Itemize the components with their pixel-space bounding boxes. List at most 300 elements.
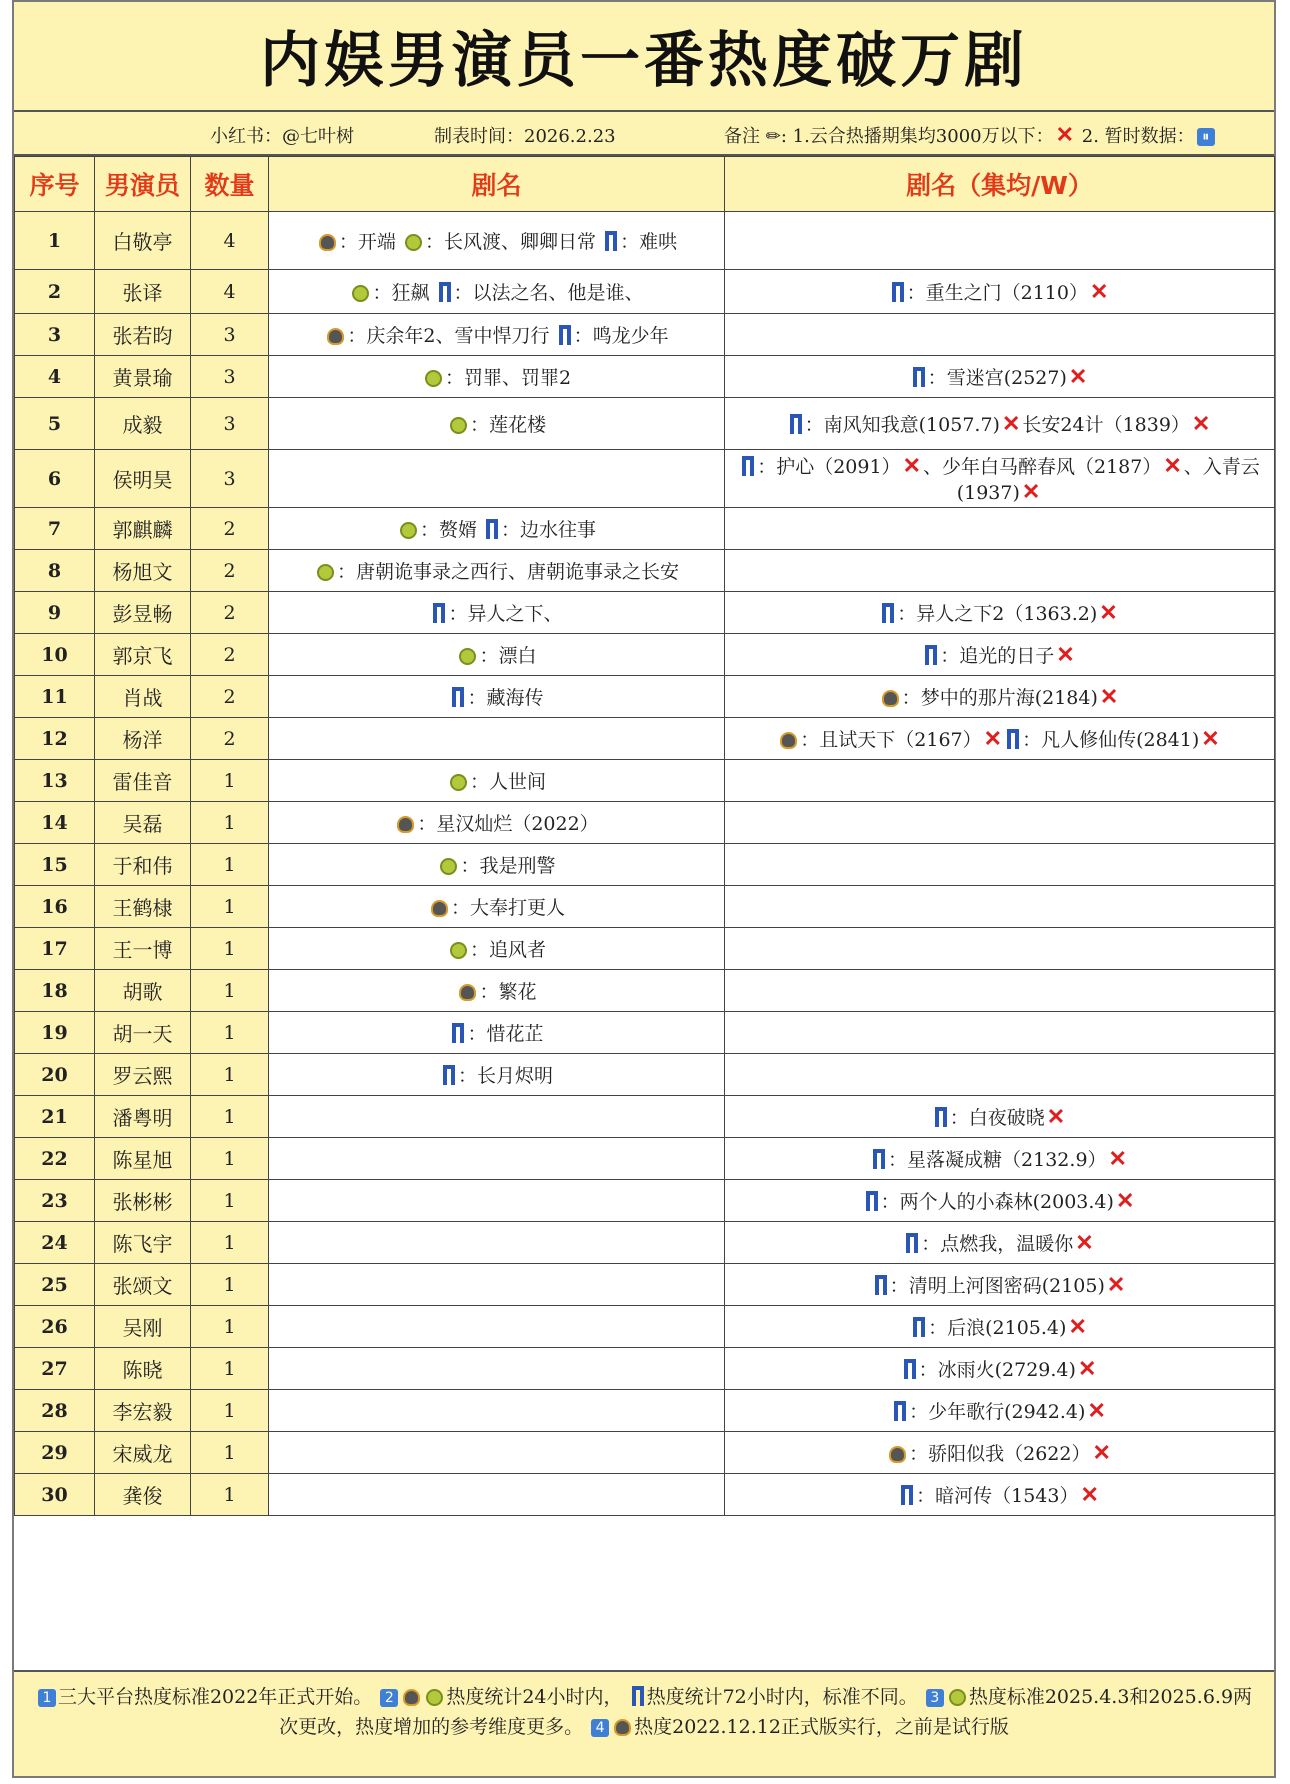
- drama-cell: ：赘婿 ：边水往事: [269, 508, 725, 550]
- youku-icon: [892, 282, 904, 302]
- row-num: 18: [15, 970, 95, 1012]
- drama-count: 1: [191, 1474, 269, 1516]
- table-row: [15, 844, 1275, 886]
- drama-cell: [269, 1348, 725, 1390]
- drama-title: 少年歌行(2942.4): [928, 1401, 1086, 1423]
- avg-cell: ：追光的日子✕: [725, 634, 1275, 676]
- drama-cell: [269, 1222, 725, 1264]
- cross-icon: ✕: [902, 453, 921, 479]
- actor-name: 陈星旭: [95, 1138, 191, 1180]
- drama-count: 2: [191, 634, 269, 676]
- avg-cell: [725, 802, 1275, 844]
- drama-cell: [269, 1096, 725, 1138]
- header-count: 数量: [191, 157, 269, 212]
- drama-cell: [269, 450, 725, 508]
- row-num: 4: [15, 356, 95, 398]
- youku-icon: [873, 1149, 885, 1169]
- cross-icon: ✕: [1115, 1188, 1135, 1214]
- drama-cell: ：藏海传: [269, 676, 725, 718]
- iqiyi-icon: [405, 234, 422, 251]
- actor-name: 郭京飞: [95, 634, 191, 676]
- drama-title: 且试天下（2167）: [819, 729, 982, 751]
- footer-line5: 热度2022.12.12正式版实行，之前是试行版: [634, 1716, 1009, 1738]
- tencent-icon: [397, 816, 414, 833]
- youku-icon: [559, 325, 571, 345]
- pencil-icon: ✏: [765, 126, 781, 147]
- row-num: 24: [15, 1222, 95, 1264]
- row-num: 26: [15, 1306, 95, 1348]
- row-num: 8: [15, 550, 95, 592]
- iqiyi-icon: [440, 858, 457, 875]
- row-num: 21: [15, 1096, 95, 1138]
- table-row: [15, 508, 1275, 550]
- drama-title: 清明上河图密码(2105): [908, 1275, 1105, 1297]
- drama-title: 雪迷宫(2527): [946, 367, 1067, 389]
- drama-cell: [269, 1390, 725, 1432]
- drama-title: 异人之下2（1363.2): [916, 603, 1098, 625]
- note-label: 备注 ✏: 1.云合热播期集均3000万以下：✕ 2. 暂时数据： ⏸: [724, 122, 1217, 148]
- tencent-icon: [889, 1446, 906, 1463]
- drama-title: 唐朝诡事录之西行、唐朝诡事录之长安: [356, 561, 680, 583]
- drama-title: 重生之门（2110）: [925, 282, 1088, 304]
- avg-cell: [725, 1054, 1275, 1096]
- drama-cell: ：惜花芷: [269, 1012, 725, 1054]
- table-row: [15, 1138, 1275, 1180]
- iqiyi-icon: [949, 1689, 966, 1706]
- drama-title: 藏海传: [486, 687, 544, 709]
- youku-icon: [882, 603, 894, 623]
- drama-cell: ：星汉灿烂（2022）: [269, 802, 725, 844]
- actor-name: 胡一天: [95, 1012, 191, 1054]
- drama-cell: [269, 1432, 725, 1474]
- actor-name: 王一博: [95, 928, 191, 970]
- footer-line2: 热度统计24小时内，: [446, 1686, 623, 1708]
- table-row: [15, 550, 1275, 592]
- table-row: [15, 592, 1275, 634]
- cross-icon: ✕: [1055, 122, 1075, 148]
- youku-icon: [439, 282, 451, 302]
- drama-title: 长安24计（1839）: [1022, 414, 1190, 436]
- drama-count: 1: [191, 1138, 269, 1180]
- avg-cell: [725, 212, 1275, 270]
- drama-title: 暗河传（1543）: [935, 1485, 1079, 1507]
- drama-title: 后浪(2105.4): [947, 1317, 1067, 1339]
- table-row: [15, 928, 1275, 970]
- drama-title: 赘婿: [438, 519, 477, 541]
- actor-name: 郭麒麟: [95, 508, 191, 550]
- drama-cell: [269, 1138, 725, 1180]
- avg-cell: ：重生之门（2110）✕: [725, 270, 1275, 314]
- avg-cell: [725, 844, 1275, 886]
- youku-icon: [605, 231, 617, 251]
- page-title: 内娱男演员一番热度破万剧: [260, 26, 1028, 96]
- drama-count: 3: [191, 450, 269, 508]
- avg-cell: [725, 1012, 1275, 1054]
- drama-cell: ：庆余年2、雪中悍刀行 ：鸣龙少年: [269, 314, 725, 356]
- actor-name: 胡歌: [95, 970, 191, 1012]
- table-row: [15, 1306, 1275, 1348]
- tencent-icon: [614, 1719, 631, 1736]
- drama-title: 点燃我，温暖你: [940, 1233, 1074, 1255]
- avg-cell: ：雪迷宫(2527)✕: [725, 356, 1275, 398]
- drama-title: 星落凝成糖（2132.9）: [907, 1149, 1107, 1171]
- avg-cell: ：清明上河图密码(2105)✕: [725, 1264, 1275, 1306]
- table-row: [15, 314, 1275, 356]
- tencent-icon: [319, 234, 336, 251]
- avg-cell: [725, 886, 1275, 928]
- row-num: 17: [15, 928, 95, 970]
- actor-name: 王鹤棣: [95, 886, 191, 928]
- iqiyi-icon: [450, 774, 467, 791]
- drama-cell: ：长月烬明: [269, 1054, 725, 1096]
- author-label: 小红书：@七叶树: [210, 126, 354, 147]
- youku-icon: [742, 456, 754, 476]
- iqiyi-icon: [352, 285, 369, 302]
- drama-title: 难哄: [639, 231, 678, 253]
- table-row: [15, 676, 1275, 718]
- table-row: [15, 398, 1275, 450]
- title-banner: [14, 2, 1274, 112]
- drama-cell: ：追风者: [269, 928, 725, 970]
- table-row: [15, 1432, 1275, 1474]
- drama-cell: ：漂白: [269, 634, 725, 676]
- drama-count: 2: [191, 550, 269, 592]
- drama-title: 繁花: [498, 981, 537, 1003]
- cross-icon: ✕: [1099, 684, 1119, 710]
- table-row: [15, 270, 1275, 314]
- avg-cell: ：两个人的小森林(2003.4)✕: [725, 1180, 1275, 1222]
- drama-title: 罚罪、罚罪2: [463, 367, 572, 389]
- actor-name: 张彬彬: [95, 1180, 191, 1222]
- drama-count: 1: [191, 760, 269, 802]
- table-row: [15, 802, 1275, 844]
- iqiyi-icon: [459, 648, 476, 665]
- row-num: 23: [15, 1180, 95, 1222]
- row-num: 9: [15, 592, 95, 634]
- actor-name: 雷佳音: [95, 760, 191, 802]
- row-num: 16: [15, 886, 95, 928]
- cross-icon: ✕: [1080, 1482, 1099, 1508]
- actor-name: 潘粤明: [95, 1096, 191, 1138]
- avg-cell: ：骄阳似我（2622）✕: [725, 1432, 1275, 1474]
- cross-icon: ✕: [1001, 411, 1021, 437]
- drama-title: 南风知我意(1057.7): [823, 414, 1000, 436]
- row-num: 27: [15, 1348, 95, 1390]
- tencent-icon: [431, 900, 448, 917]
- note-prefix: 备注: [724, 126, 760, 147]
- header-num: 序号: [15, 157, 95, 212]
- drama-cell: ：人世间: [269, 760, 725, 802]
- avg-cell: ：梦中的那片海(2184)✕: [725, 676, 1275, 718]
- drama-title: 、少年白马醉春风（2187）: [923, 456, 1162, 478]
- avg-cell: ：暗河传（1543）✕: [725, 1474, 1275, 1516]
- cross-icon: ✕: [1089, 279, 1109, 305]
- drama-title: 惜花芷: [486, 1023, 544, 1045]
- ranking-sheet: [12, 0, 1276, 1778]
- note-3-badge: 3: [926, 1689, 944, 1707]
- row-num: 25: [15, 1264, 95, 1306]
- actor-name: 李宏毅: [95, 1390, 191, 1432]
- youku-icon: [906, 1233, 918, 1253]
- drama-count: 1: [191, 1012, 269, 1054]
- actor-name: 罗云熙: [95, 1054, 191, 1096]
- avg-cell: [725, 314, 1275, 356]
- table-row: [15, 1180, 1275, 1222]
- row-num: 20: [15, 1054, 95, 1096]
- drama-cell: [269, 1306, 725, 1348]
- drama-cell: [269, 1264, 725, 1306]
- drama-title: 以法之名、他是谁、: [472, 282, 644, 304]
- cross-icon: ✕: [1092, 1440, 1111, 1466]
- drama-count: 1: [191, 886, 269, 928]
- note-4-badge: 4: [591, 1719, 609, 1737]
- drama-cell: ：狂飙 ：以法之名、他是谁、: [269, 270, 725, 314]
- drama-title: 开端: [357, 231, 396, 253]
- youku-icon: [894, 1401, 906, 1421]
- drama-count: 1: [191, 1348, 269, 1390]
- row-num: 14: [15, 802, 95, 844]
- iqiyi-icon: [450, 417, 467, 434]
- actor-name: 吴刚: [95, 1306, 191, 1348]
- drama-title: 、入青云(1937): [956, 456, 1260, 504]
- row-num: 28: [15, 1390, 95, 1432]
- actor-name: 张颂文: [95, 1264, 191, 1306]
- header-drama: 剧名: [269, 157, 725, 212]
- iqiyi-icon: [450, 942, 467, 959]
- youku-icon: [913, 367, 925, 387]
- cross-icon: ✕: [1087, 1398, 1106, 1424]
- drama-count: 2: [191, 508, 269, 550]
- row-num: 6: [15, 450, 95, 508]
- cross-icon: ✕: [1021, 479, 1041, 505]
- drama-title: 我是刑警: [479, 855, 556, 877]
- youku-icon: [875, 1275, 887, 1295]
- drama-title: 追风者: [489, 939, 547, 961]
- row-num: 2: [15, 270, 95, 314]
- avg-cell: [725, 760, 1275, 802]
- youku-icon: [433, 603, 445, 623]
- actor-name: 彭昱畅: [95, 592, 191, 634]
- youku-icon: [443, 1065, 455, 1085]
- avg-cell: ：且试天下（2167）✕ ：凡人修仙传(2841)✕: [725, 718, 1275, 760]
- note-1-badge: 1: [38, 1689, 56, 1707]
- footer-line4: 热度标准2025.4.3和2025.6.9两次更改，热度增加的参考维度更多。: [279, 1686, 1253, 1738]
- drama-cell: ：繁花: [269, 970, 725, 1012]
- drama-title: 长月烬明: [477, 1065, 554, 1087]
- tencent-icon: [780, 732, 797, 749]
- youku-icon: [866, 1191, 878, 1211]
- drama-title: 梦中的那片海(2184): [920, 687, 1098, 709]
- avg-cell: ：异人之下2（1363.2)✕: [725, 592, 1275, 634]
- drama-count: 1: [191, 1306, 269, 1348]
- table-row: [15, 1054, 1275, 1096]
- note-two: 2. 暂时数据：: [1081, 126, 1195, 147]
- drama-count: 1: [191, 1180, 269, 1222]
- tencent-icon: [327, 328, 344, 345]
- avg-cell: ：白夜破晓✕: [725, 1096, 1275, 1138]
- drama-cell: [269, 1474, 725, 1516]
- header-avg: 剧名（集均/W）: [725, 157, 1275, 212]
- drama-title: 冰雨火(2729.4): [937, 1359, 1076, 1381]
- drama-title: 星汉灿烂（2022）: [436, 813, 599, 835]
- drama-title: 骄阳似我（2622）: [928, 1443, 1091, 1465]
- iqiyi-icon: [400, 522, 417, 539]
- row-num: 7: [15, 508, 95, 550]
- avg-cell: ：点燃我，温暖你✕: [725, 1222, 1275, 1264]
- avg-cell: [725, 928, 1275, 970]
- actor-name: 杨洋: [95, 718, 191, 760]
- actor-name: 于和伟: [95, 844, 191, 886]
- header-actor: 男演员: [95, 157, 191, 212]
- drama-cell: ：开端 ：长风渡、卿卿日常 ：难哄: [269, 212, 725, 270]
- avg-cell: [725, 550, 1275, 592]
- drama-count: 3: [191, 314, 269, 356]
- actor-name: 肖战: [95, 676, 191, 718]
- avg-cell: ：星落凝成糖（2132.9）✕: [725, 1138, 1275, 1180]
- drama-count: 4: [191, 212, 269, 270]
- table-row: [15, 970, 1275, 1012]
- youku-icon: [486, 519, 498, 539]
- tencent-icon: [403, 1689, 420, 1706]
- ranking-table: [14, 156, 1275, 1516]
- drama-count: 1: [191, 802, 269, 844]
- youku-icon: [913, 1317, 925, 1337]
- avg-cell: [725, 508, 1275, 550]
- cross-icon: ✕: [1191, 411, 1211, 437]
- table-row: [15, 1222, 1275, 1264]
- drama-cell: [269, 1180, 725, 1222]
- note-one: 1.云合热播期集均3000万以下：: [792, 126, 1054, 147]
- drama-title: 护心（2091）: [776, 456, 901, 478]
- footer-line3: 热度统计72小时内，标准不同。: [646, 1686, 918, 1708]
- tencent-icon: [459, 984, 476, 1001]
- actor-name: 吴磊: [95, 802, 191, 844]
- row-num: 12: [15, 718, 95, 760]
- cross-icon: ✕: [1077, 1356, 1097, 1382]
- youku-icon: [925, 645, 937, 665]
- table-row: [15, 1012, 1275, 1054]
- table-row: [15, 1348, 1275, 1390]
- drama-title: 鸣龙少年: [592, 325, 669, 347]
- youku-icon: [901, 1485, 913, 1505]
- actor-name: 宋威龙: [95, 1432, 191, 1474]
- drama-cell: ：大奉打更人: [269, 886, 725, 928]
- actor-name: 张译: [95, 270, 191, 314]
- actor-name: 杨旭文: [95, 550, 191, 592]
- avg-cell: ：冰雨火(2729.4)✕: [725, 1348, 1275, 1390]
- drama-count: 1: [191, 1264, 269, 1306]
- youku-icon: [452, 687, 464, 707]
- row-num: 13: [15, 760, 95, 802]
- drama-title: 莲花楼: [489, 414, 547, 436]
- table-row: [15, 1390, 1275, 1432]
- youku-icon: [790, 414, 802, 434]
- row-num: 19: [15, 1012, 95, 1054]
- actor-name: 侯明昊: [95, 450, 191, 508]
- drama-count: 1: [191, 970, 269, 1012]
- drama-title: 两个人的小森林(2003.4): [899, 1191, 1114, 1213]
- cross-icon: ✕: [1106, 1272, 1126, 1298]
- cross-icon: ✕: [1075, 1230, 1094, 1256]
- table-row: [15, 450, 1275, 508]
- cross-icon: ✕: [1201, 726, 1220, 752]
- pause-icon: ⏸: [1197, 128, 1215, 146]
- actor-name: 龚俊: [95, 1474, 191, 1516]
- drama-cell: ：唐朝诡事录之西行、唐朝诡事录之长安: [269, 550, 725, 592]
- drama-count: 2: [191, 676, 269, 718]
- cross-icon: ✕: [1068, 1314, 1087, 1340]
- row-num: 10: [15, 634, 95, 676]
- actor-name: 陈飞宇: [95, 1222, 191, 1264]
- youku-icon: [632, 1686, 644, 1706]
- youku-icon: [935, 1107, 947, 1127]
- footer-line1: 三大平台热度标准2022年正式开始。: [57, 1686, 373, 1708]
- table-row: [15, 760, 1275, 802]
- actor-name: 张若昀: [95, 314, 191, 356]
- drama-title: 边水往事: [520, 519, 597, 541]
- actor-name: 陈晓: [95, 1348, 191, 1390]
- avg-cell: ：后浪(2105.4)✕: [725, 1306, 1275, 1348]
- table-row: [15, 356, 1275, 398]
- drama-count: 1: [191, 1390, 269, 1432]
- table-row: [15, 886, 1275, 928]
- drama-count: 4: [191, 270, 269, 314]
- actor-name: 成毅: [95, 398, 191, 450]
- drama-title: 白夜破晓: [968, 1107, 1045, 1129]
- table-row: [15, 212, 1275, 270]
- drama-title: 人世间: [489, 771, 547, 793]
- drama-title: 大奉打更人: [470, 897, 566, 919]
- drama-cell: ：异人之下、: [269, 592, 725, 634]
- drama-title: 狂飙: [391, 282, 430, 304]
- youku-icon: [904, 1359, 916, 1379]
- cross-icon: ✕: [1068, 364, 1088, 390]
- meta-bar: [14, 112, 1274, 156]
- drama-count: 2: [191, 592, 269, 634]
- iqiyi-icon: [317, 564, 334, 581]
- actor-name: 白敬亭: [95, 212, 191, 270]
- table-row: [15, 1096, 1275, 1138]
- drama-count: 1: [191, 1222, 269, 1264]
- cross-icon: ✕: [1056, 642, 1075, 668]
- avg-cell: ：护心（2091）✕ 、少年白马醉春风（2187）✕ 、入青云(1937)✕: [725, 450, 1275, 508]
- drama-title: 漂白: [498, 645, 537, 667]
- iqiyi-icon: [426, 1689, 443, 1706]
- cross-icon: ✕: [1099, 600, 1118, 626]
- youku-icon: [1007, 729, 1019, 749]
- drama-cell: ：罚罪、罚罪2: [269, 356, 725, 398]
- cross-icon: ✕: [1108, 1146, 1127, 1172]
- drama-count: 1: [191, 1054, 269, 1096]
- row-num: 15: [15, 844, 95, 886]
- avg-cell: ：少年歌行(2942.4)✕: [725, 1390, 1275, 1432]
- row-num: 30: [15, 1474, 95, 1516]
- note-2-badge: 2: [380, 1689, 398, 1707]
- actor-name: 黄景瑜: [95, 356, 191, 398]
- table-body: [15, 212, 1275, 1516]
- cross-icon: ✕: [983, 726, 1003, 752]
- row-num: 5: [15, 398, 95, 450]
- cross-icon: ✕: [1046, 1104, 1066, 1130]
- drama-title: 庆余年2、雪中悍刀行: [366, 325, 550, 347]
- table-row: [15, 1264, 1275, 1306]
- drama-title: 凡人修仙传(2841): [1041, 729, 1200, 751]
- table-row: [15, 1474, 1275, 1516]
- tencent-icon: [882, 690, 899, 707]
- avg-cell: [725, 970, 1275, 1012]
- table-row: [15, 718, 1275, 760]
- drama-cell: ：莲花楼: [269, 398, 725, 450]
